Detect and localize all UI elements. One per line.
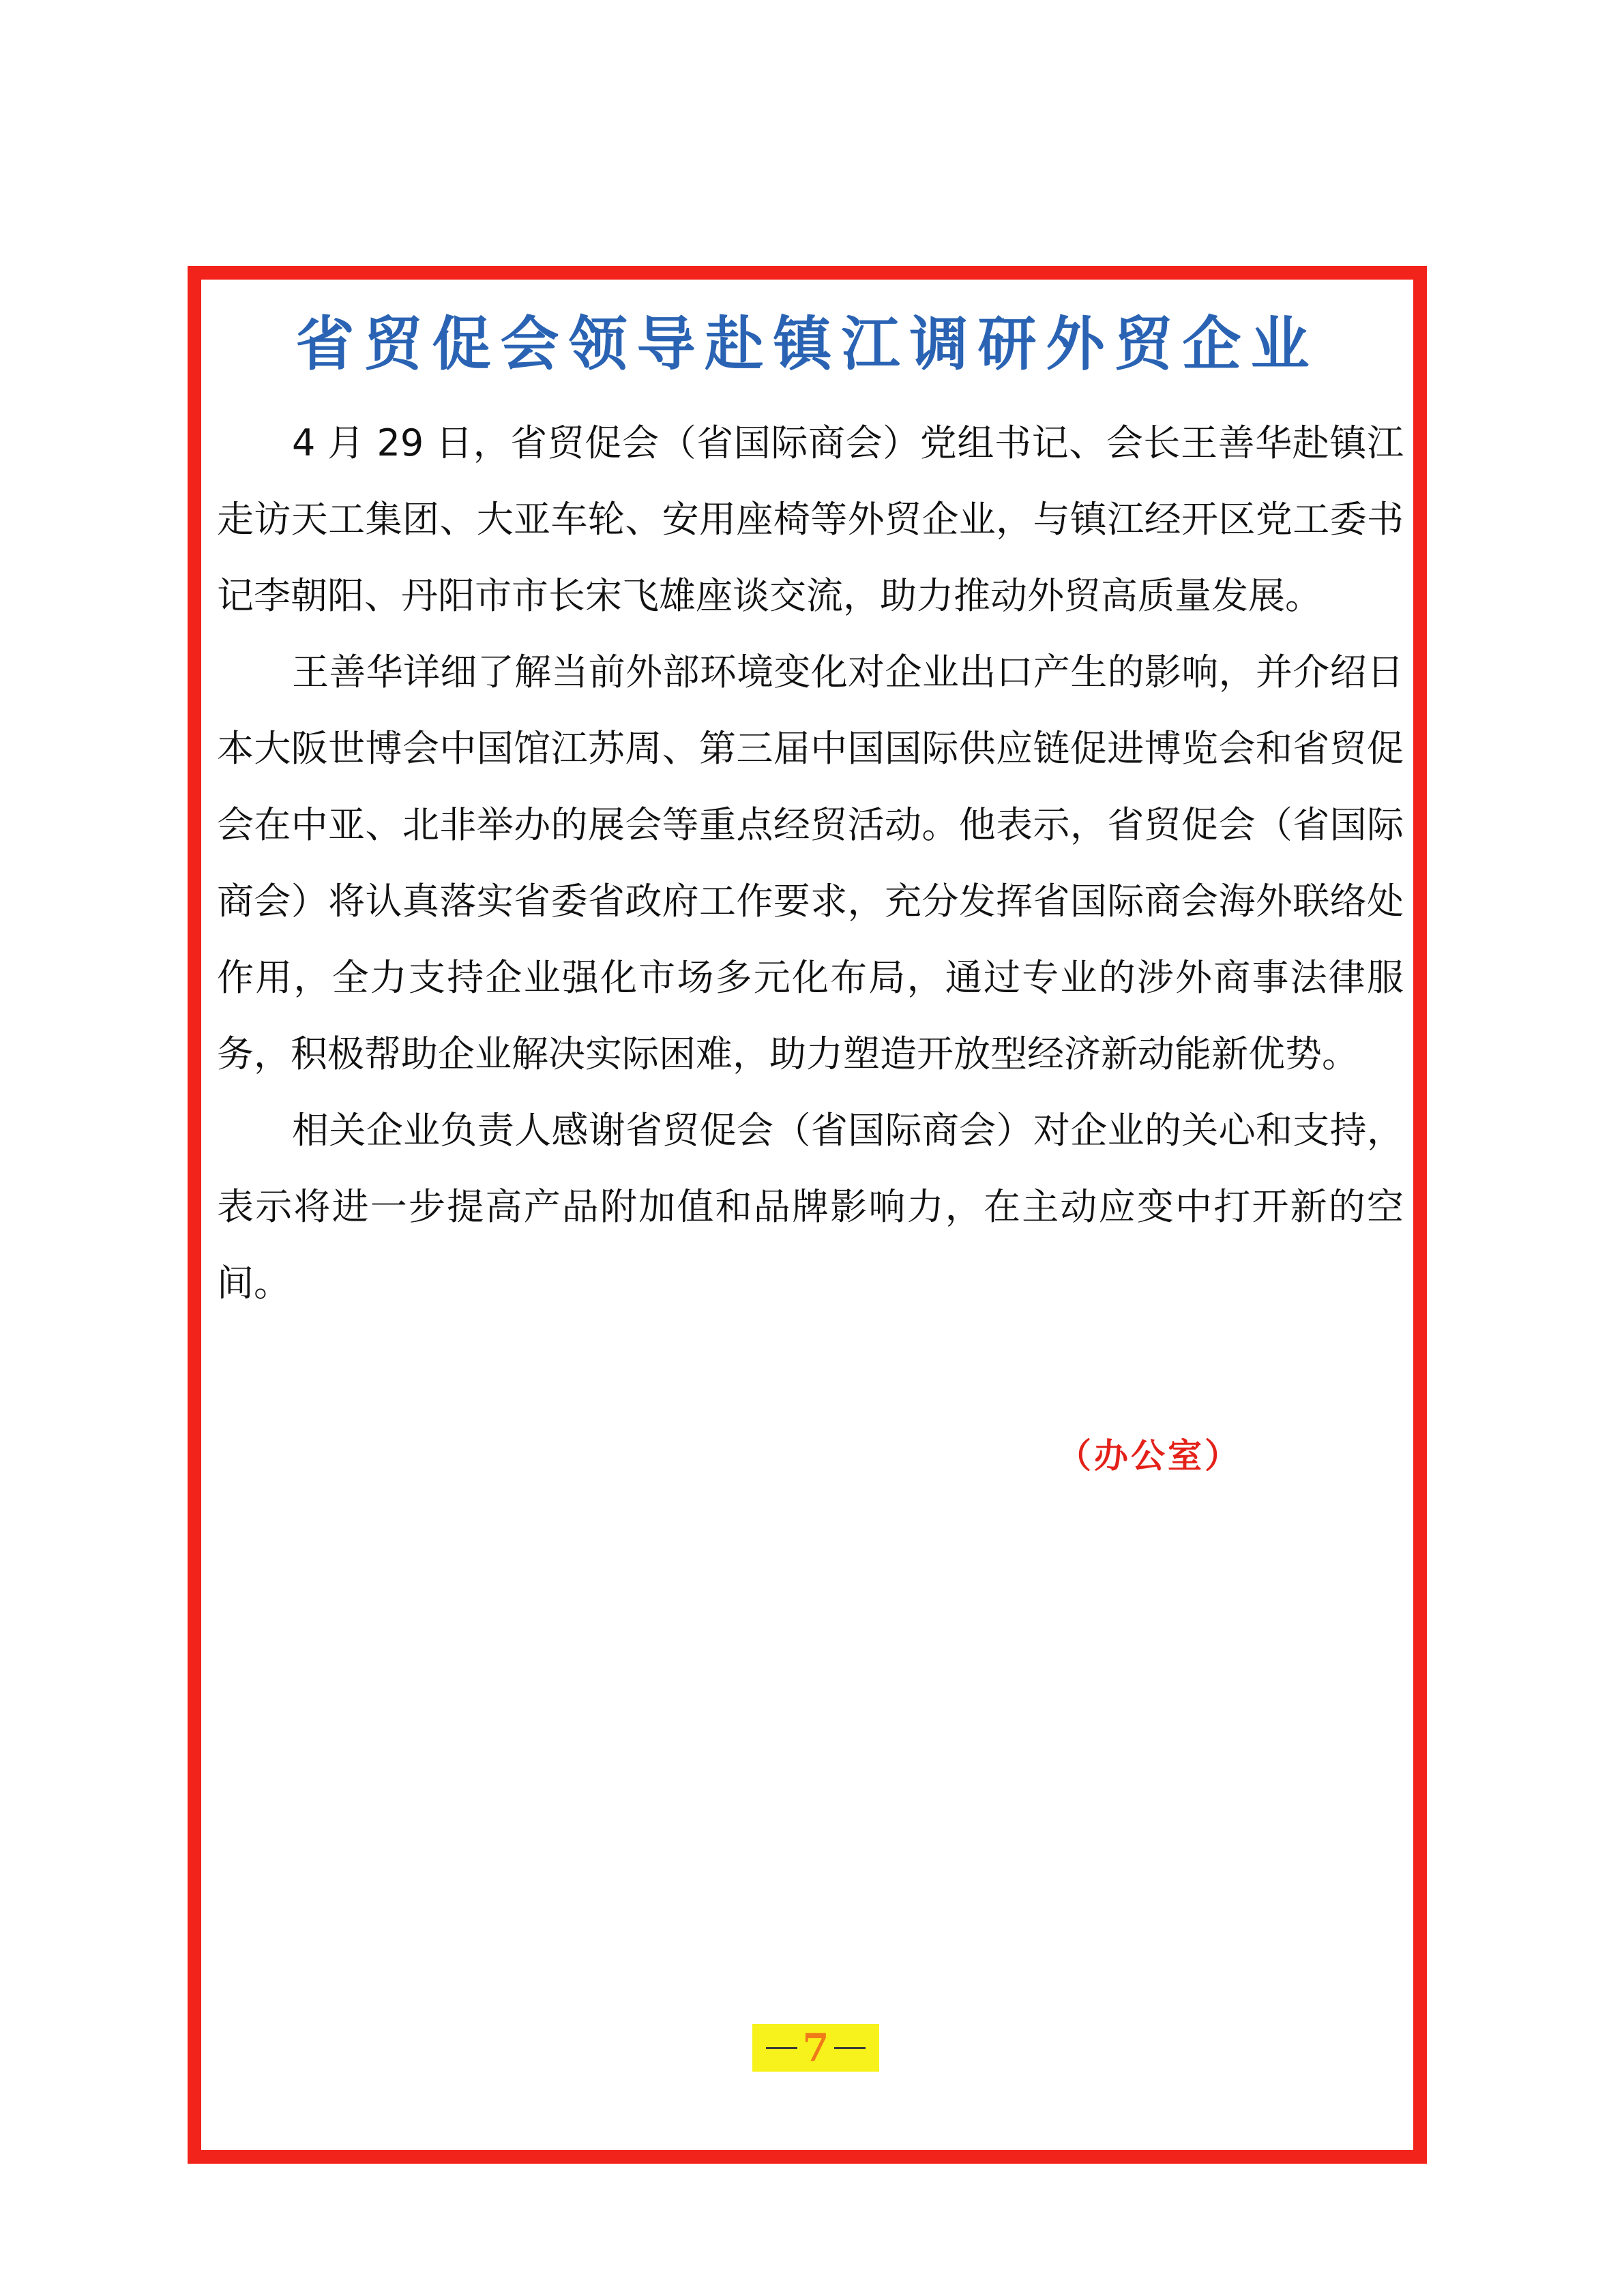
paragraph-2: 王善华详细了解当前外部环境变化对企业出口产生的影响，并介绍日本大阪世博会中国馆江苏周、第三届中国国际供应链促进博览会和省贸促会在中亚、北非举办的展会等重点经贸活动。他表示，省贸促会（省国际商会）将认真落实省委省政府工作要求，充分发挥省国际商会海外联络处作用，全力支持企业强化市场多元化布局，通过专业的涉外商事法律服务，积极帮助企业解决实际困难，助力塑造开放型经济新动能新优势。 — [217, 651, 1404, 1075]
article-title: 省贸促会领导赴镇江调研外贸企业 — [295, 310, 1319, 378]
paragraph-1: 4 月 29 日，省贸促会（省国际商会）党组书记、会长王善华赴镇江走访天工集团、大亚车轮、安用座椅等外贸企业，与镇江经开区党工委书记李朝阳、丹阳市市长宋飞雄座谈交流，助力推动外贸高质量发展。 — [217, 421, 1404, 617]
paragraph-3: 相关企业负责人感谢省贸促会（省国际商会）对企业的关心和支持，表示将进一步提高产品附加值和品牌影响力，在主动应变中打开新的空间。 — [217, 1109, 1404, 1304]
right-dash — [834, 2047, 866, 2049]
author-signature: （办公室） — [1057, 1435, 1241, 1476]
page-number: 7 — [802, 2025, 829, 2070]
page-number-badge — [752, 2024, 879, 2072]
left-dash — [766, 2047, 797, 2049]
article-body — [217, 405, 1404, 1322]
